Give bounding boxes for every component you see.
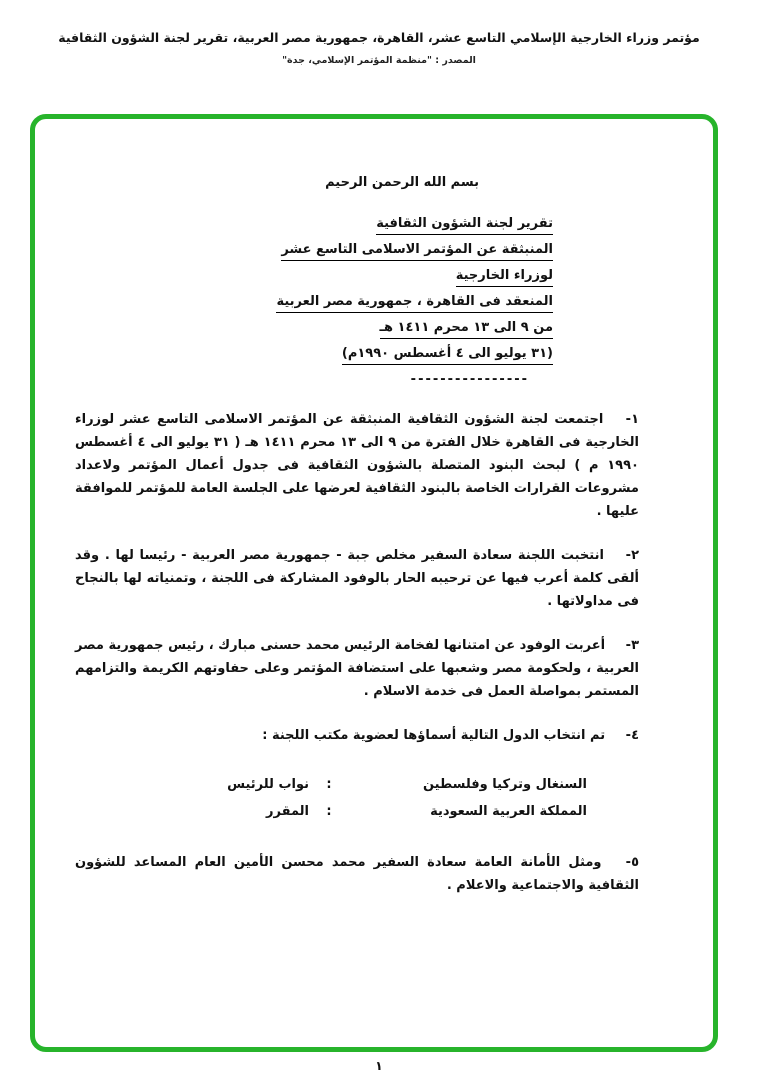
report-title-line-3: لوزراء الخارجية xyxy=(456,268,553,287)
committee-colon: : xyxy=(326,777,332,792)
paragraph-3-number: ٣- xyxy=(625,638,639,653)
paragraph-5-number: ٥- xyxy=(625,855,640,870)
paragraph-4-number: ٤- xyxy=(625,728,639,743)
committee-countries: المملكة العربية السعودية xyxy=(430,804,587,819)
committee-officers-list xyxy=(75,771,587,825)
committee-countries: السنغال وتركيا وفلسطين xyxy=(422,777,587,792)
committee-role: نواب للرئيس xyxy=(227,777,309,792)
committee-row-vice-chairs xyxy=(75,771,587,798)
paragraph-4 xyxy=(75,724,639,747)
paragraph-1-text: اجتمعت لجنة الشؤون الثقافية المنبثقة عن المؤتمر الاسلامى التاسع عشر لوزراء الخارجية فى القاهرة خلال الفترة من ٩ الى ١٣ محرم ١٤١١ هـ ( ٣١ يوليو الى ٤ أغسطس ١٩٩٠ م ) لبحث البنود المتصلة بالشؤون الثقافية فى جدول أعمال المؤتمر ولاعداد مشروعات القرارات الخاصة بالبنود الثقافية لعرضها على الجلسة العامة للمؤتمر للموافقة عليها . xyxy=(75,412,639,519)
committee-row-rapporteur xyxy=(75,798,587,825)
basmala-line: بسم الله الرحمن الرحيم xyxy=(325,175,479,190)
paragraph-3 xyxy=(75,634,639,703)
committee-colon: : xyxy=(326,804,332,819)
document-header xyxy=(0,0,758,66)
header-title: مؤتمر وزراء الخارجية الإسلامي التاسع عشر، القاهرة، جمهورية مصر العربية، تقرير لجنة الشؤون الثقافية xyxy=(58,30,700,45)
page-border-frame xyxy=(30,114,718,1052)
report-title-line-5: من ٩ الى ١٣ محرم ١٤١١ هـ xyxy=(380,320,553,339)
paragraph-2 xyxy=(75,544,639,613)
paragraph-2-text: انتخبت اللجنة سعادة السفير مخلص جبة - جمهورية مصر العربية - رئيسا لها . وقد ألقى كلمة أعرب فيها عن ترحيبه الحار بالوفود المشاركة فى اللجنة ، وتمنياته لها بالنجاح فى مداولاتها . xyxy=(75,548,639,609)
paragraph-1 xyxy=(75,408,639,523)
committee-role: المقرر xyxy=(266,804,309,819)
document-content xyxy=(35,119,713,897)
header-source: المصدر : "منظمة المؤتمر الإسلامي، جدة" xyxy=(282,55,476,66)
paragraph-1-number: ١- xyxy=(625,412,639,427)
report-title-line-4: المنعقد فى القاهرة ، جمهورية مصر العربية xyxy=(276,294,553,313)
paragraph-3-text: أعربت الوفود عن امتنانها لفخامة الرئيس محمد حسنى مبارك ، رئيس جمهورية مصر العربية ، ولحكومة مصر وشعبها على استضافة المؤتمر وعلى حفاوتهم الكريمة والتزامهم المستمر بمواصلة العمل فى خدمة الاسلام . xyxy=(75,638,639,699)
paragraph-5 xyxy=(75,851,639,897)
report-title-line-2: المنبثقة عن المؤتمر الاسلامى التاسع عشر xyxy=(281,242,553,261)
page-number: ١ xyxy=(375,1058,383,1073)
report-title-line-1: تقرير لجنة الشؤون الثقافية xyxy=(376,216,553,235)
paragraph-4-text: تم انتخاب الدول التالية أسماؤها لعضوية مكتب اللجنة : xyxy=(262,728,606,743)
title-divider: ---------------- xyxy=(410,372,529,387)
report-title-block xyxy=(75,216,553,365)
report-title-line-6: (٣١ يوليو الى ٤ أغسطس ١٩٩٠م) xyxy=(342,346,553,365)
paragraph-2-number: ٢- xyxy=(625,548,639,563)
paragraph-5-text: ومثل الأمانة العامة سعادة السفير محمد محسن الأمين العام المساعد للشؤون الثقافية والاجتماعية والاعلام . xyxy=(75,855,639,893)
